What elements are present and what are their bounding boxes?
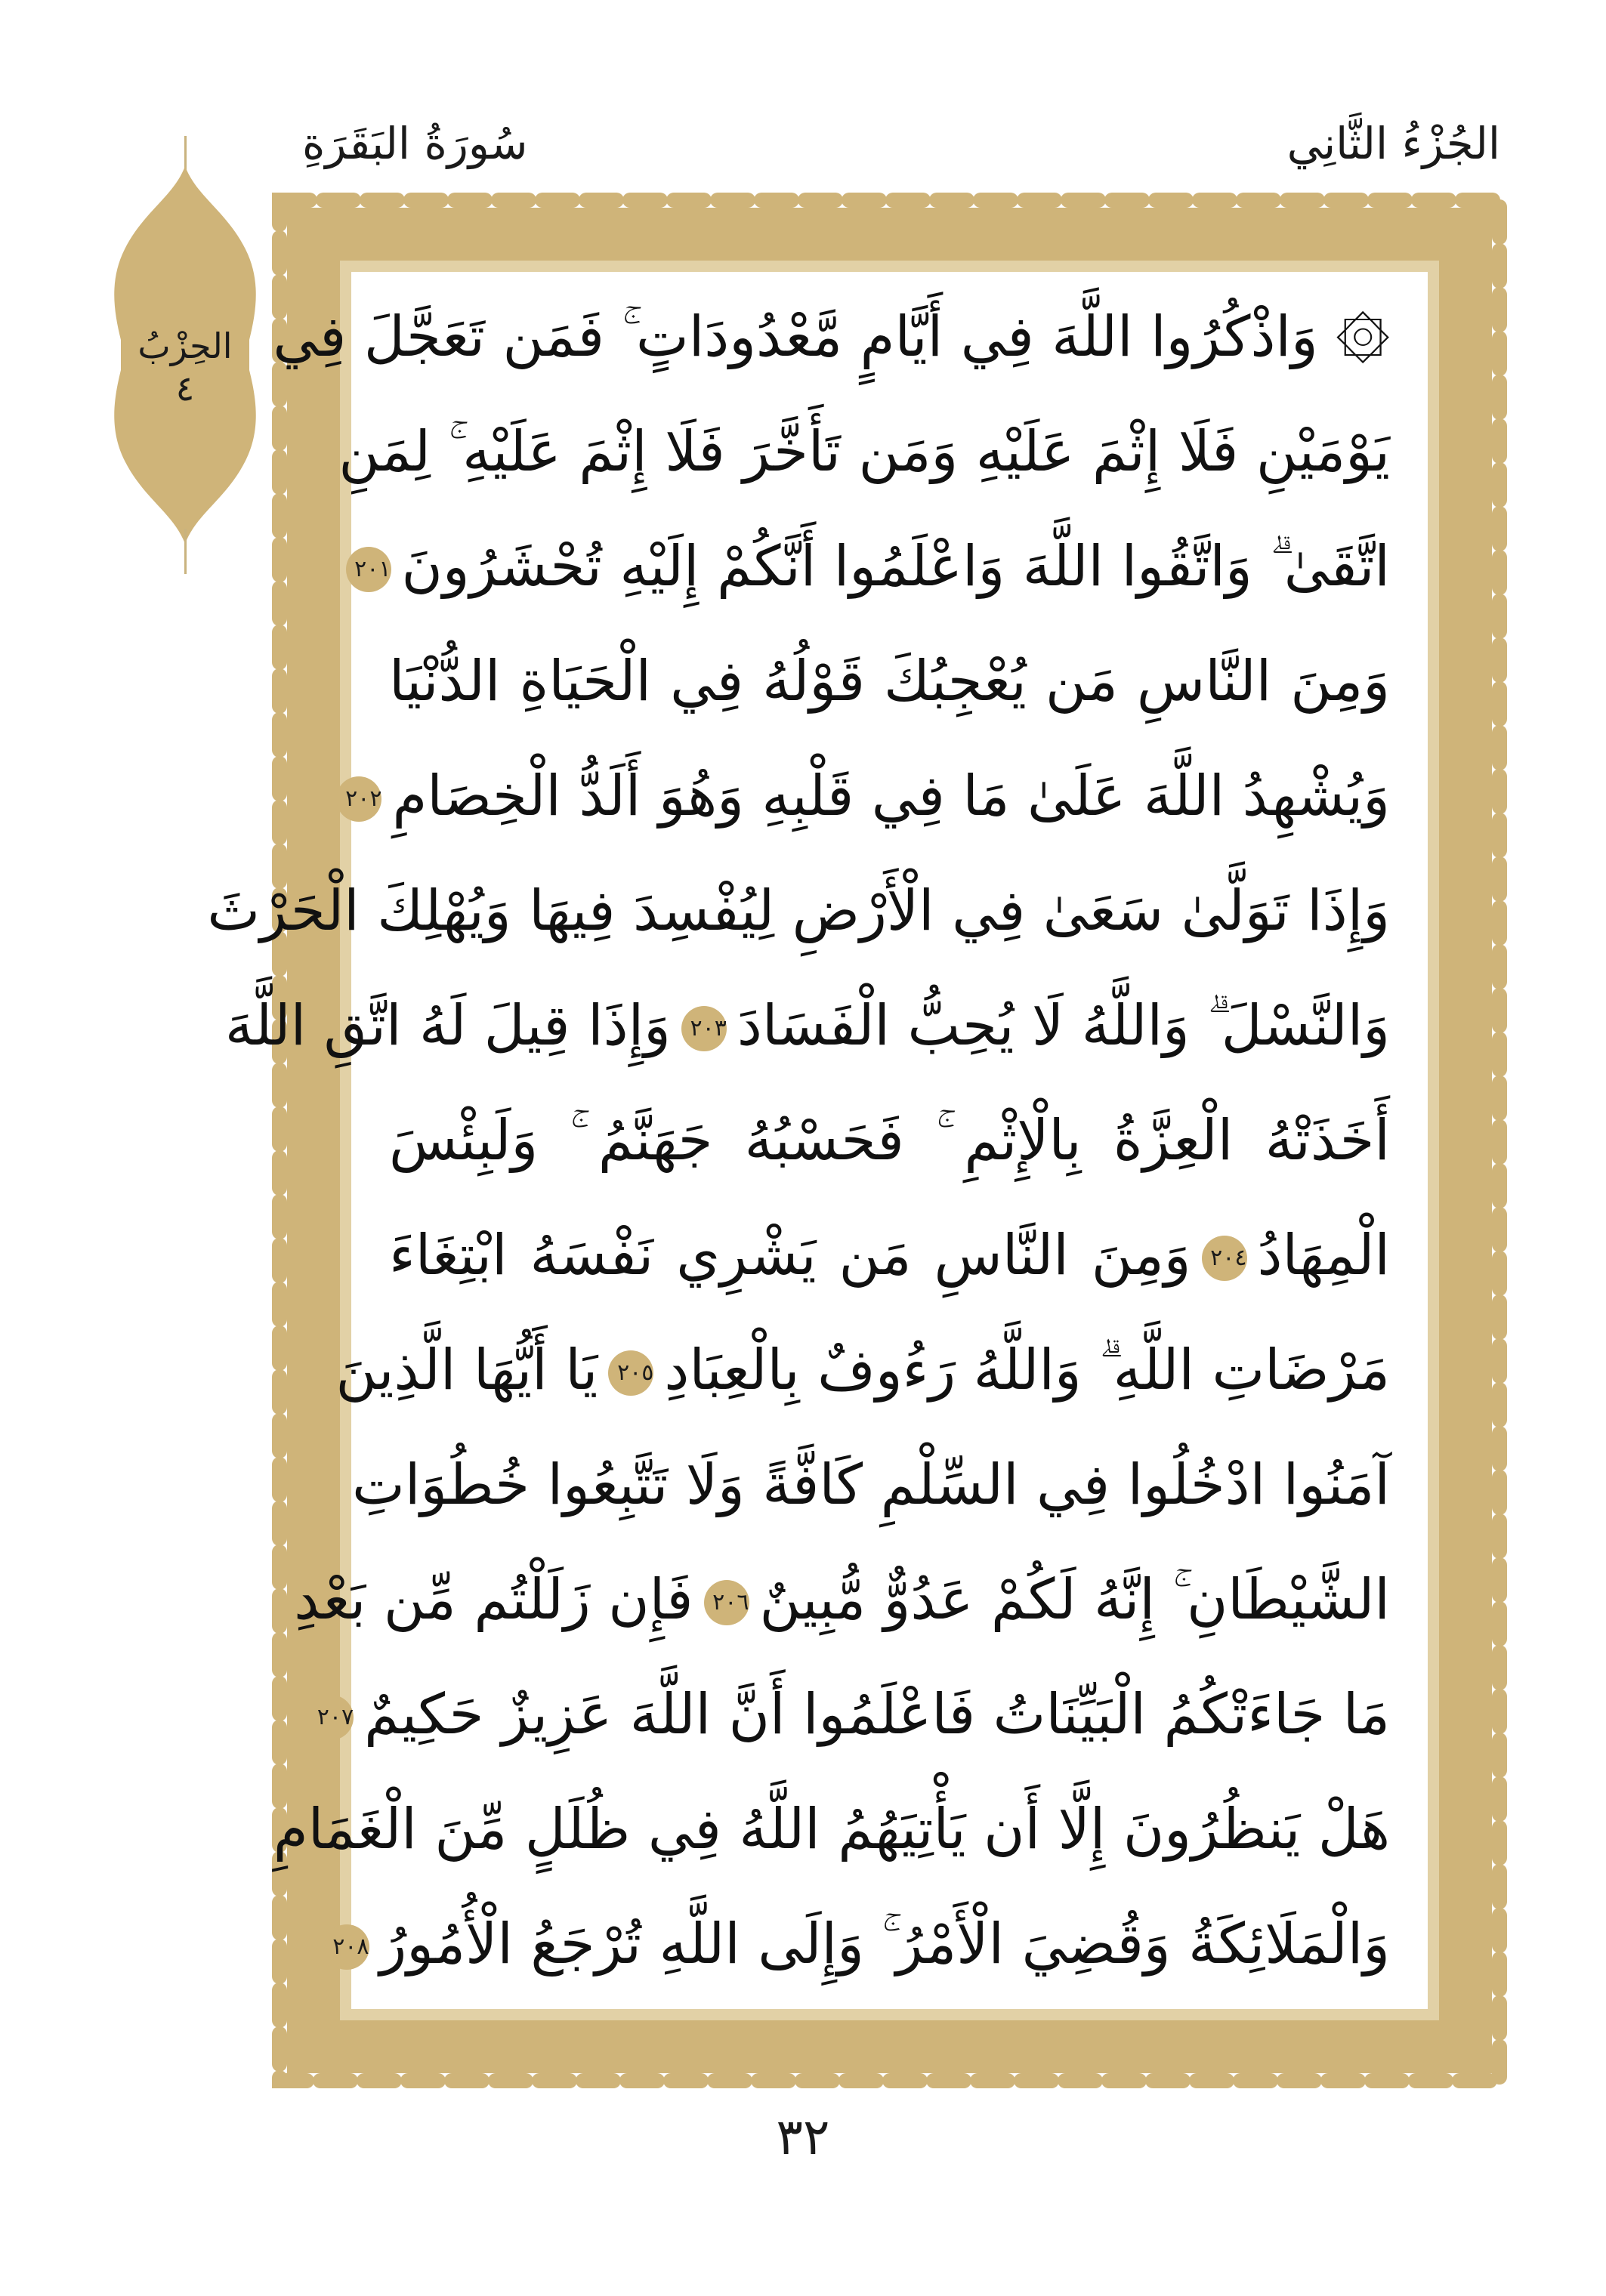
verse-line-15: وَالْمَلَائِكَةُ وَقُضِيَ الْأَمْرُ ۚ وَإِلَى اللَّهِ تُرْجَعُ الْأُمُورُ٢٠٨: [389, 1887, 1390, 2001]
page-number: ٣٢: [776, 2108, 830, 2166]
ayah-marker: ٢٠٨: [324, 1924, 369, 1970]
ayah-marker: ٢٠٦: [704, 1580, 749, 1625]
verse-line-2: يَوْمَيْنِ فَلَا إِثْمَ عَلَيْهِ وَمَن تَأَخَّرَ فَلَا إِثْمَ عَلَيْهِ ۚ لِمَنِ: [338, 419, 1390, 484]
verse-line-7: وَالنَّسْلَ ۗ وَاللَّهُ لَا يُحِبُّ الْفَسَادَ٢٠٣وَإِذَا قِيلَ لَهُ اتَّقِ اللَّهَ: [224, 993, 1390, 1058]
verse-line-13: مَا جَاءَتْكُمُ الْبَيِّنَاتُ فَاعْلَمُوا أَنَّ اللَّهَ عَزِيزٌ حَكِيمٌ٢٠٧: [389, 1657, 1390, 1772]
verse-line-4: وَمِنَ النَّاسِ مَن يُعْجِبُكَ قَوْلُهُ فِي الْحَيَاةِ الدُّنْيَا: [389, 649, 1390, 714]
ayah-marker: ٢٠٥: [608, 1350, 653, 1396]
text-panel: [207, 279, 1420, 2001]
ayah-marker: ٢٠١: [346, 547, 391, 592]
verse-line-11: آمَنُوا ادْخُلُوا فِي السِّلْمِ كَافَّةً وَلَا تَتَّبِعُوا خُطُوَاتِ: [352, 1452, 1390, 1517]
verse-line-5: وَيُشْهِدُ اللَّهَ عَلَىٰ مَا فِي قَلْبِهِ وَهُوَ أَلَدُّ الْخِصَامِ٢٠٢: [389, 739, 1390, 853]
ayah-marker: ٢٠٣: [681, 1006, 727, 1051]
hizb-label: الحِزْبُ: [137, 326, 233, 366]
surah-title: سُورَةُ البَقَرَةِ: [302, 118, 528, 169]
ayah-marker: ٢٠٤: [1202, 1236, 1247, 1281]
juz-title: الجُزْءُ الثَّانِي: [1286, 118, 1500, 169]
verse-line-1: ۞ وَاذْكُرُوا اللَّهَ فِي أَيَّامٍ مَّعْدُودَاتٍ ۚ فَمَن تَعَجَّلَ فِي: [273, 304, 1390, 369]
ayah-marker: ٢٠٧: [308, 1695, 354, 1740]
verse-line-8: أَخَذَتْهُ الْعِزَّةُ بِالْإِثْمِ ۚ فَحَسْبُهُ جَهَنَّمُ ۚ وَلَبِئْسَ: [389, 1108, 1390, 1173]
verse-line-3: اتَّقَىٰ ۗ وَاتَّقُوا اللَّهَ وَاعْلَمُوا أَنَّكُمْ إِلَيْهِ تُحْشَرُونَ٢٠١: [389, 509, 1390, 624]
verse-line-6: وَإِذَا تَوَلَّىٰ سَعَىٰ فِي الْأَرْضِ لِيُفْسِدَ فِيهَا وَيُهْلِكَ الْحَرْثَ: [207, 878, 1390, 943]
hizb-marker: [113, 136, 257, 574]
verse-line-10: مَرْضَاتِ اللَّهِ ۗ وَاللَّهُ رَءُوفٌ بِالْعِبَادِ٢٠٥يَا أَيُّهَا الَّذِينَ: [335, 1338, 1390, 1403]
ayah-marker: ٢٠٢: [336, 776, 381, 822]
verse-line-12: الشَّيْطَانِ ۚ إِنَّهُ لَكُمْ عَدُوٌّ مُّبِينٌ٢٠٦فَإِن زَلَلْتُم مِّن بَعْدِ: [294, 1567, 1390, 1632]
hizb-number: ٤: [175, 368, 195, 409]
verse-line-14: هَلْ يَنظُرُونَ إِلَّا أَن يَأْتِيَهُمُ اللَّهُ فِي ظُلَلٍ مِّنَ الْغَمَامِ: [273, 1797, 1390, 1862]
verse-line-9: الْمِهَادُ٢٠٤وَمِنَ النَّاسِ مَن يَشْرِي نَفْسَهُ ابْتِغَاءَ: [389, 1223, 1390, 1288]
hizb-stem-bottom: [184, 529, 187, 574]
